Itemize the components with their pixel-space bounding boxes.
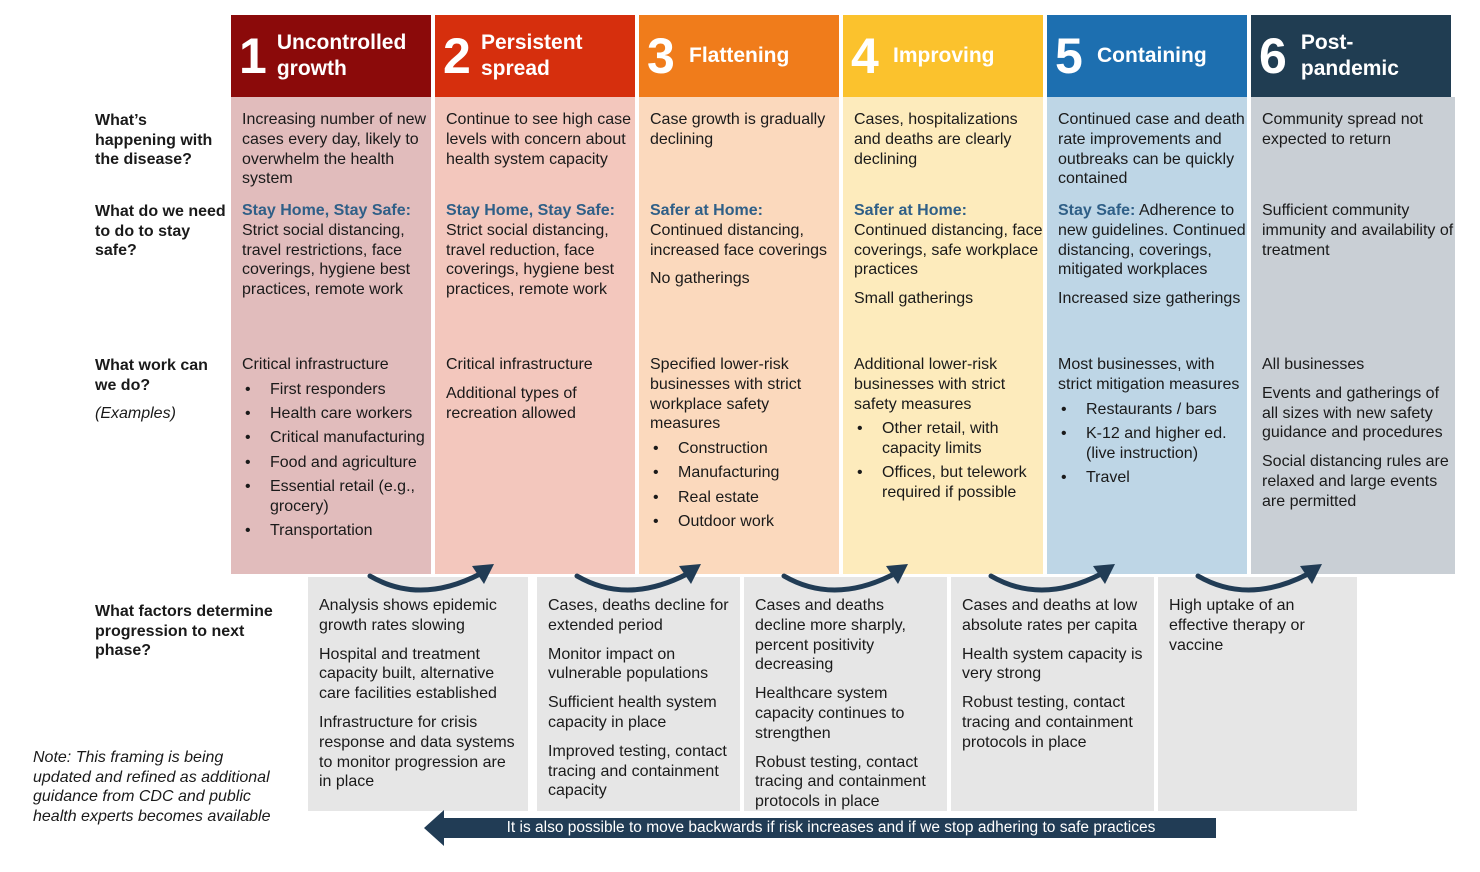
phase-4-number: 4 [851,28,879,84]
list-item: • Outdoor work [650,512,842,532]
phase-2-safe-keyword: Stay Home, Stay Safe: [446,202,615,219]
phase-1-disease: Increasing number of new cases every day, likely to overwhelm the health system [242,111,427,188]
phase-1-safe-text: Strict social distancing, travel restrictions, face coverings, hygiene best practices, remote work [242,221,411,299]
phase-5-safe-keyword: Stay Safe: [1058,202,1136,219]
progression-arrow-3-4-icon [784,574,894,590]
phase-6-safe: Sufficient community immunity and availability of treatment [1262,202,1454,259]
phase-6-disease: Community spread not expected to return [1262,111,1423,148]
phase-1-safe-keyword: Stay Home, Stay Safe: [242,202,411,219]
progression-arrow-1-2-icon [370,574,480,590]
list-item: • K-12 and higher ed. (live instruction) [1058,424,1250,464]
list-item: • Travel [1058,468,1250,488]
factor-item: Health system capacity is very strong [962,645,1143,683]
list-item: • Critical manufacturing [242,428,434,448]
phase-3-safe-extra: No gatherings [650,270,750,288]
phase-5-title: Containing [1097,44,1207,67]
list-item: • Real estate [650,488,842,508]
phase-6-number: 6 [1259,28,1287,84]
phase-3-safe-keyword: Safer at Home: [650,202,763,219]
factor-item: Improved testing, contact tracing and containment capacity [548,742,727,800]
phase-2-disease: Continue to see high case levels with concern about health system capacity [446,111,632,168]
progression-arrow-2-3-icon [577,574,687,590]
back-arrow-text: It is also possible to move backwards if risk increases and if we stop adhering to safe practices [506,819,1156,836]
progression-arrow-5-6-icon [1198,574,1308,590]
phase-4-title: Improving [893,44,995,67]
list-item: • Other retail, with capacity limits [854,419,1046,459]
phase-4-safe-keyword: Safer at Home: [854,202,967,219]
phase-4-safe-extra: Small gatherings [854,290,974,308]
list-item: • Essential retail (e.g., grocery) [242,477,434,517]
factor-item: Robust testing, contact tracing and containment protocols in place [962,694,1133,751]
note-text: Note: This framing is being updated and refined as additional guidance from CDC and public health experts becomes available [33,749,271,825]
row-label-disease: What’s happening with the disease? [95,112,213,168]
phase-3-number: 3 [647,28,675,84]
factor-item: High uptake of an effective therapy or vaccine [1169,597,1305,654]
list-item: • Construction [650,439,842,459]
phase-1-number: 1 [239,28,267,84]
phase-5-safe-text: Adherence to new guidelines. Continued distancing, coverings, mitigated workplaces [1058,202,1246,279]
factor-item: Sufficient health system capacity in place [548,694,717,731]
factor-item: Cases and deaths decline more sharply, percent positivity decreasing [755,597,906,674]
phase-5-safe-extra: Increased size gatherings [1058,290,1241,308]
phase-6-work-intro: All businesses [1262,356,1365,373]
phase-3-safe-text: Continued distancing, increased face coverings [650,221,827,259]
phase-5-number: 5 [1055,28,1083,84]
factor-item: Analysis shows epidemic growth rates slowing [319,597,497,634]
list-item: • First responders [242,380,434,400]
progression-arrow-4-5-icon [991,574,1101,590]
phase-2-title: Persistent spread [480,31,583,80]
phase-4-safe-text: Continued distancing, face coverings, safe workplace practices [854,221,1043,279]
list-item: • Food and agriculture [242,453,434,473]
phase-2-work-intro: Critical infrastructure [446,356,593,373]
factor-item: Robust testing, contact tracing and containment protocols in place [755,753,926,811]
phase-2-safe-text: Strict social distancing, travel reduction, face coverings, hygiene best practices, remote work [446,221,615,299]
list-item: • Manufacturing [650,463,842,483]
factor-item: Hospital and treatment capacity built, alternative care facilities established [319,645,497,703]
list-item: • Restaurants / bars [1058,400,1250,420]
row-label-work-text: What work can we do? [95,357,208,394]
phase-2-number: 2 [443,28,471,84]
row-label-stay-safe: What do we need to do to stay safe? [95,203,226,259]
phase-6-work-extra-2: Social distancing rules are relaxed and large events are permitted [1262,453,1449,510]
phase-5-disease: Continued case and death rate improvements and outbreaks can be quickly contained [1058,111,1245,188]
phase-4-disease: Cases, hospitalizations and deaths are clearly declining [854,111,1018,168]
factor-item: Cases and deaths at low absolute rates per capita [962,597,1138,634]
phase-5-work-intro: Most businesses, with strict mitigation measures [1058,356,1240,393]
factor-item: Cases, deaths decline for extended period [548,597,729,634]
factor-item: Monitor impact on vulnerable populations [548,645,709,683]
list-item: • Health care workers [242,404,434,424]
list-item: • Offices, but telework required if possible [854,463,1046,503]
phase-3-disease: Case growth is gradually declining [650,111,826,148]
row-label-factors: What factors determine progression to next phase? [95,603,273,659]
factor-item: Healthcare system capacity continues to strengthen [755,685,905,742]
phase-2-work-extra: Additional types of recreation allowed [446,384,577,422]
phase-3-title: Flattening [689,44,790,67]
phase-1-title: Uncontrolled growth [276,31,407,80]
phase-3-work-intro: Specified lower-risk businesses with strict workplace safety measures [650,356,802,433]
factor-item: Infrastructure for crisis response and data systems to monitor progression are in place [319,713,515,791]
phase-6-title: Post-pandemic [1300,31,1399,80]
phase-4-work-intro: Additional lower-risk businesses with strict safety measures [854,356,1006,413]
list-item: • Transportation [242,521,434,541]
phase-6-work-extra: Events and gatherings of all sizes with new safety guidance and procedures [1262,384,1443,442]
row-label-work-sub: (Examples) [95,405,176,422]
phase-1-work-intro: Critical infrastructure [242,356,389,373]
